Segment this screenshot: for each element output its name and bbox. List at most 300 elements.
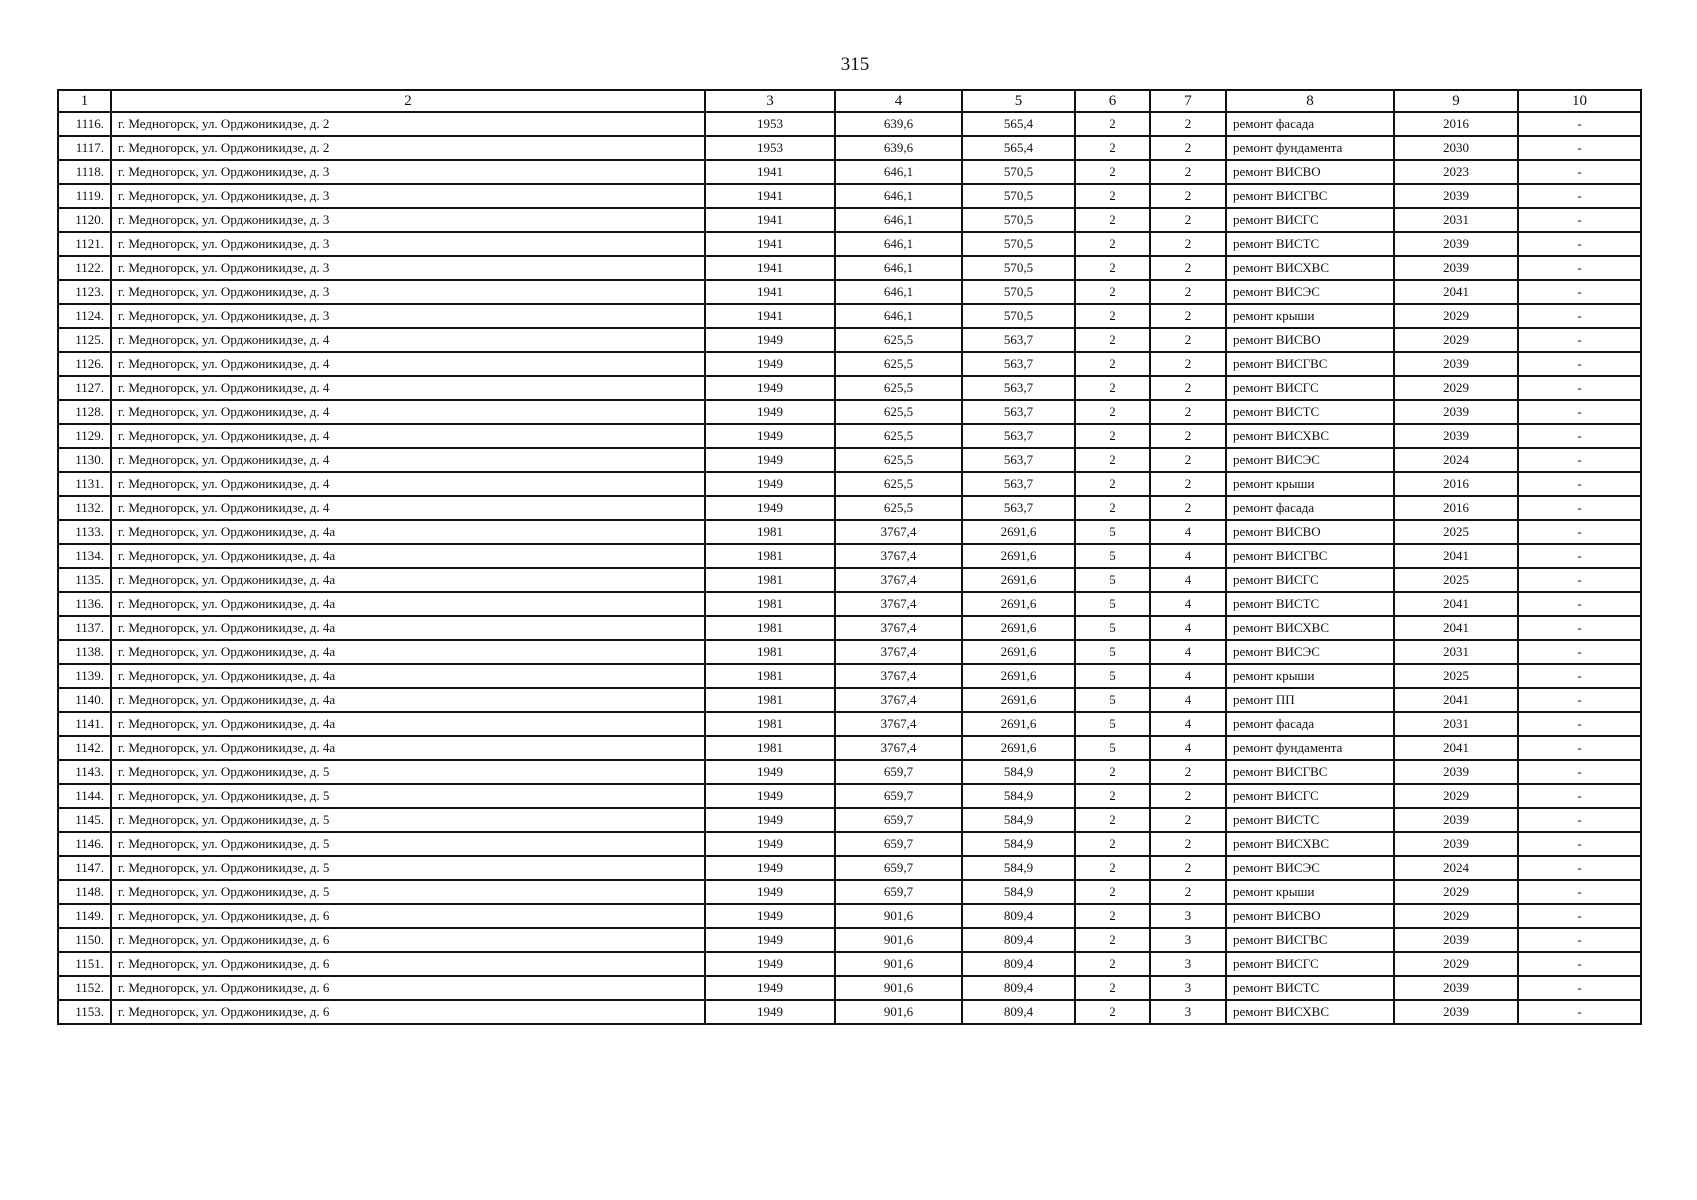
work-type-cell: ремонт фасада xyxy=(1226,112,1394,136)
table-row xyxy=(58,640,1641,664)
planned-year-cell: 2024 xyxy=(1394,856,1518,880)
work-type-cell: ремонт ВИСВО xyxy=(1226,328,1394,352)
work-type-cell: ремонт крыши xyxy=(1226,304,1394,328)
living-area-cell: 2691,6 xyxy=(962,688,1075,712)
row-number-cell: 1135. xyxy=(58,568,111,592)
planned-year-cell: 2041 xyxy=(1394,616,1518,640)
row-number-cell: 1127. xyxy=(58,376,111,400)
note-cell: - xyxy=(1518,640,1641,664)
row-number-cell: 1140. xyxy=(58,688,111,712)
row-number-cell: 1142. xyxy=(58,736,111,760)
note-cell: - xyxy=(1518,544,1641,568)
living-area-cell: 563,7 xyxy=(962,400,1075,424)
address-cell: г. Медногорск, ул. Орджоникидзе, д. 2 xyxy=(111,136,705,160)
floors-cell: 5 xyxy=(1075,520,1150,544)
total-area-cell: 3767,4 xyxy=(835,568,962,592)
total-area-cell: 659,7 xyxy=(835,784,962,808)
address-cell: г. Медногорск, ул. Орджоникидзе, д. 5 xyxy=(111,856,705,880)
work-type-cell: ремонт фундамента xyxy=(1226,736,1394,760)
table-row xyxy=(58,256,1641,280)
address-cell: г. Медногорск, ул. Орджоникидзе, д. 4 xyxy=(111,328,705,352)
planned-year-cell: 2041 xyxy=(1394,736,1518,760)
floors-cell: 2 xyxy=(1075,400,1150,424)
note-cell: - xyxy=(1518,208,1641,232)
total-area-cell: 3767,4 xyxy=(835,664,962,688)
work-type-cell: ремонт ВИСГВС xyxy=(1226,184,1394,208)
address-cell: г. Медногорск, ул. Орджоникидзе, д. 6 xyxy=(111,952,705,976)
work-type-cell: ремонт ВИСТС xyxy=(1226,592,1394,616)
note-cell: - xyxy=(1518,472,1641,496)
floors-cell: 2 xyxy=(1075,1000,1150,1024)
column-header: 5 xyxy=(962,90,1075,112)
entrances-cell: 4 xyxy=(1150,688,1226,712)
planned-year-cell: 2029 xyxy=(1394,952,1518,976)
year-cell: 1949 xyxy=(705,352,835,376)
planned-year-cell: 2039 xyxy=(1394,424,1518,448)
living-area-cell: 584,9 xyxy=(962,808,1075,832)
total-area-cell: 625,5 xyxy=(835,424,962,448)
planned-year-cell: 2039 xyxy=(1394,184,1518,208)
year-cell: 1949 xyxy=(705,904,835,928)
entrances-cell: 4 xyxy=(1150,736,1226,760)
year-cell: 1981 xyxy=(705,616,835,640)
table-row xyxy=(58,760,1641,784)
living-area-cell: 2691,6 xyxy=(962,736,1075,760)
planned-year-cell: 2024 xyxy=(1394,448,1518,472)
header-row xyxy=(58,90,1641,112)
total-area-cell: 639,6 xyxy=(835,136,962,160)
address-cell: г. Медногорск, ул. Орджоникидзе, д. 3 xyxy=(111,280,705,304)
column-header: 2 xyxy=(111,90,705,112)
entrances-cell: 2 xyxy=(1150,208,1226,232)
note-cell: - xyxy=(1518,688,1641,712)
floors-cell: 5 xyxy=(1075,712,1150,736)
work-type-cell: ремонт ВИСЭС xyxy=(1226,448,1394,472)
total-area-cell: 3767,4 xyxy=(835,520,962,544)
row-number-cell: 1131. xyxy=(58,472,111,496)
planned-year-cell: 2039 xyxy=(1394,808,1518,832)
address-cell: г. Медногорск, ул. Орджоникидзе, д. 4а xyxy=(111,664,705,688)
floors-cell: 2 xyxy=(1075,808,1150,832)
year-cell: 1981 xyxy=(705,712,835,736)
total-area-cell: 901,6 xyxy=(835,928,962,952)
total-area-cell: 646,1 xyxy=(835,184,962,208)
planned-year-cell: 2039 xyxy=(1394,1000,1518,1024)
entrances-cell: 4 xyxy=(1150,520,1226,544)
total-area-cell: 659,7 xyxy=(835,856,962,880)
column-header: 3 xyxy=(705,90,835,112)
floors-cell: 2 xyxy=(1075,256,1150,280)
year-cell: 1949 xyxy=(705,448,835,472)
note-cell: - xyxy=(1518,928,1641,952)
planned-year-cell: 2041 xyxy=(1394,688,1518,712)
table-row xyxy=(58,280,1641,304)
living-area-cell: 563,7 xyxy=(962,424,1075,448)
living-area-cell: 570,5 xyxy=(962,160,1075,184)
planned-year-cell: 2041 xyxy=(1394,544,1518,568)
planned-year-cell: 2039 xyxy=(1394,928,1518,952)
address-cell: г. Медногорск, ул. Орджоникидзе, д. 4а xyxy=(111,568,705,592)
planned-year-cell: 2039 xyxy=(1394,760,1518,784)
living-area-cell: 563,7 xyxy=(962,352,1075,376)
entrances-cell: 4 xyxy=(1150,712,1226,736)
floors-cell: 2 xyxy=(1075,136,1150,160)
total-area-cell: 646,1 xyxy=(835,304,962,328)
note-cell: - xyxy=(1518,232,1641,256)
year-cell: 1953 xyxy=(705,112,835,136)
entrances-cell: 4 xyxy=(1150,640,1226,664)
year-cell: 1949 xyxy=(705,1000,835,1024)
entrances-cell: 2 xyxy=(1150,256,1226,280)
entrances-cell: 4 xyxy=(1150,544,1226,568)
floors-cell: 2 xyxy=(1075,832,1150,856)
entrances-cell: 2 xyxy=(1150,856,1226,880)
column-header: 8 xyxy=(1226,90,1394,112)
year-cell: 1949 xyxy=(705,472,835,496)
work-type-cell: ремонт ВИСЭС xyxy=(1226,856,1394,880)
note-cell: - xyxy=(1518,352,1641,376)
column-header: 10 xyxy=(1518,90,1641,112)
work-type-cell: ремонт фасада xyxy=(1226,712,1394,736)
column-header: 7 xyxy=(1150,90,1226,112)
address-cell: г. Медногорск, ул. Орджоникидзе, д. 5 xyxy=(111,880,705,904)
work-type-cell: ремонт ВИСЭС xyxy=(1226,280,1394,304)
planned-year-cell: 2023 xyxy=(1394,160,1518,184)
column-header: 9 xyxy=(1394,90,1518,112)
year-cell: 1949 xyxy=(705,496,835,520)
row-number-cell: 1136. xyxy=(58,592,111,616)
row-number-cell: 1122. xyxy=(58,256,111,280)
note-cell: - xyxy=(1518,424,1641,448)
work-type-cell: ремонт ВИСГС xyxy=(1226,952,1394,976)
entrances-cell: 2 xyxy=(1150,880,1226,904)
floors-cell: 2 xyxy=(1075,160,1150,184)
address-cell: г. Медногорск, ул. Орджоникидзе, д. 5 xyxy=(111,808,705,832)
floors-cell: 5 xyxy=(1075,640,1150,664)
planned-year-cell: 2039 xyxy=(1394,256,1518,280)
entrances-cell: 2 xyxy=(1150,808,1226,832)
floors-cell: 2 xyxy=(1075,376,1150,400)
row-number-cell: 1151. xyxy=(58,952,111,976)
floors-cell: 2 xyxy=(1075,880,1150,904)
total-area-cell: 3767,4 xyxy=(835,592,962,616)
note-cell: - xyxy=(1518,136,1641,160)
work-type-cell: ремонт крыши xyxy=(1226,472,1394,496)
year-cell: 1949 xyxy=(705,856,835,880)
entrances-cell: 4 xyxy=(1150,616,1226,640)
table-row xyxy=(58,664,1641,688)
living-area-cell: 2691,6 xyxy=(962,664,1075,688)
living-area-cell: 570,5 xyxy=(962,208,1075,232)
total-area-cell: 646,1 xyxy=(835,280,962,304)
row-number-cell: 1129. xyxy=(58,424,111,448)
year-cell: 1981 xyxy=(705,688,835,712)
work-type-cell: ремонт ВИСХВС xyxy=(1226,832,1394,856)
total-area-cell: 646,1 xyxy=(835,208,962,232)
note-cell: - xyxy=(1518,808,1641,832)
total-area-cell: 3767,4 xyxy=(835,736,962,760)
table-row xyxy=(58,1000,1641,1024)
table-row xyxy=(58,616,1641,640)
address-cell: г. Медногорск, ул. Орджоникидзе, д. 4а xyxy=(111,736,705,760)
note-cell: - xyxy=(1518,160,1641,184)
planned-year-cell: 2029 xyxy=(1394,328,1518,352)
living-area-cell: 563,7 xyxy=(962,328,1075,352)
planned-year-cell: 2016 xyxy=(1394,112,1518,136)
work-type-cell: ремонт ВИСГВС xyxy=(1226,760,1394,784)
living-area-cell: 570,5 xyxy=(962,256,1075,280)
floors-cell: 2 xyxy=(1075,856,1150,880)
address-cell: г. Медногорск, ул. Орджоникидзе, д. 3 xyxy=(111,304,705,328)
living-area-cell: 809,4 xyxy=(962,976,1075,1000)
total-area-cell: 646,1 xyxy=(835,160,962,184)
total-area-cell: 659,7 xyxy=(835,760,962,784)
year-cell: 1949 xyxy=(705,328,835,352)
year-cell: 1949 xyxy=(705,424,835,448)
planned-year-cell: 2041 xyxy=(1394,592,1518,616)
entrances-cell: 3 xyxy=(1150,1000,1226,1024)
work-type-cell: ремонт ПП xyxy=(1226,688,1394,712)
planned-year-cell: 2030 xyxy=(1394,136,1518,160)
row-number-cell: 1134. xyxy=(58,544,111,568)
floors-cell: 5 xyxy=(1075,568,1150,592)
living-area-cell: 570,5 xyxy=(962,304,1075,328)
table-row xyxy=(58,976,1641,1000)
year-cell: 1941 xyxy=(705,232,835,256)
entrances-cell: 4 xyxy=(1150,592,1226,616)
note-cell: - xyxy=(1518,280,1641,304)
year-cell: 1953 xyxy=(705,136,835,160)
address-cell: г. Медногорск, ул. Орджоникидзе, д. 3 xyxy=(111,184,705,208)
entrances-cell: 2 xyxy=(1150,400,1226,424)
table-row xyxy=(58,448,1641,472)
floors-cell: 2 xyxy=(1075,208,1150,232)
year-cell: 1941 xyxy=(705,304,835,328)
planned-year-cell: 2029 xyxy=(1394,784,1518,808)
living-area-cell: 563,7 xyxy=(962,496,1075,520)
floors-cell: 2 xyxy=(1075,784,1150,808)
floors-cell: 5 xyxy=(1075,616,1150,640)
living-area-cell: 584,9 xyxy=(962,784,1075,808)
address-cell: г. Медногорск, ул. Орджоникидзе, д. 4 xyxy=(111,352,705,376)
living-area-cell: 2691,6 xyxy=(962,640,1075,664)
table-row xyxy=(58,352,1641,376)
floors-cell: 2 xyxy=(1075,280,1150,304)
entrances-cell: 2 xyxy=(1150,832,1226,856)
floors-cell: 5 xyxy=(1075,544,1150,568)
year-cell: 1949 xyxy=(705,976,835,1000)
note-cell: - xyxy=(1518,712,1641,736)
year-cell: 1949 xyxy=(705,376,835,400)
address-cell: г. Медногорск, ул. Орджоникидзе, д. 6 xyxy=(111,904,705,928)
year-cell: 1941 xyxy=(705,208,835,232)
year-cell: 1949 xyxy=(705,928,835,952)
address-cell: г. Медногорск, ул. Орджоникидзе, д. 4а xyxy=(111,592,705,616)
address-cell: г. Медногорск, ул. Орджоникидзе, д. 3 xyxy=(111,160,705,184)
floors-cell: 2 xyxy=(1075,328,1150,352)
floors-cell: 2 xyxy=(1075,232,1150,256)
address-cell: г. Медногорск, ул. Орджоникидзе, д. 2 xyxy=(111,112,705,136)
work-type-cell: ремонт ВИСГВС xyxy=(1226,544,1394,568)
address-cell: г. Медногорск, ул. Орджоникидзе, д. 4 xyxy=(111,448,705,472)
entrances-cell: 2 xyxy=(1150,472,1226,496)
total-area-cell: 625,5 xyxy=(835,496,962,520)
table-row xyxy=(58,592,1641,616)
entrances-cell: 2 xyxy=(1150,184,1226,208)
row-number-cell: 1130. xyxy=(58,448,111,472)
table-body xyxy=(58,112,1641,1024)
note-cell: - xyxy=(1518,784,1641,808)
table-row xyxy=(58,568,1641,592)
total-area-cell: 659,7 xyxy=(835,808,962,832)
address-cell: г. Медногорск, ул. Орджоникидзе, д. 4 xyxy=(111,472,705,496)
table-row xyxy=(58,184,1641,208)
row-number-cell: 1137. xyxy=(58,616,111,640)
year-cell: 1981 xyxy=(705,520,835,544)
entrances-cell: 2 xyxy=(1150,304,1226,328)
living-area-cell: 570,5 xyxy=(962,184,1075,208)
planned-year-cell: 2031 xyxy=(1394,208,1518,232)
table-row xyxy=(58,232,1641,256)
address-cell: г. Медногорск, ул. Орджоникидзе, д. 5 xyxy=(111,784,705,808)
repair-schedule-table xyxy=(57,89,1642,1025)
row-number-cell: 1139. xyxy=(58,664,111,688)
table-row xyxy=(58,904,1641,928)
note-cell: - xyxy=(1518,376,1641,400)
row-number-cell: 1150. xyxy=(58,928,111,952)
work-type-cell: ремонт ВИСТС xyxy=(1226,808,1394,832)
floors-cell: 2 xyxy=(1075,112,1150,136)
row-number-cell: 1149. xyxy=(58,904,111,928)
note-cell: - xyxy=(1518,496,1641,520)
year-cell: 1949 xyxy=(705,784,835,808)
row-number-cell: 1133. xyxy=(58,520,111,544)
total-area-cell: 625,5 xyxy=(835,448,962,472)
row-number-cell: 1118. xyxy=(58,160,111,184)
living-area-cell: 2691,6 xyxy=(962,568,1075,592)
entrances-cell: 3 xyxy=(1150,928,1226,952)
entrances-cell: 3 xyxy=(1150,976,1226,1000)
table-row xyxy=(58,136,1641,160)
table-row xyxy=(58,784,1641,808)
living-area-cell: 563,7 xyxy=(962,376,1075,400)
living-area-cell: 565,4 xyxy=(962,136,1075,160)
row-number-cell: 1116. xyxy=(58,112,111,136)
floors-cell: 2 xyxy=(1075,952,1150,976)
year-cell: 1941 xyxy=(705,256,835,280)
row-number-cell: 1143. xyxy=(58,760,111,784)
note-cell: - xyxy=(1518,976,1641,1000)
total-area-cell: 901,6 xyxy=(835,976,962,1000)
total-area-cell: 901,6 xyxy=(835,1000,962,1024)
work-type-cell: ремонт ВИСТС xyxy=(1226,232,1394,256)
note-cell: - xyxy=(1518,112,1641,136)
floors-cell: 2 xyxy=(1075,928,1150,952)
living-area-cell: 584,9 xyxy=(962,856,1075,880)
work-type-cell: ремонт крыши xyxy=(1226,880,1394,904)
planned-year-cell: 2039 xyxy=(1394,400,1518,424)
floors-cell: 2 xyxy=(1075,976,1150,1000)
entrances-cell: 2 xyxy=(1150,376,1226,400)
column-header: 4 xyxy=(835,90,962,112)
entrances-cell: 2 xyxy=(1150,496,1226,520)
table-row xyxy=(58,712,1641,736)
year-cell: 1981 xyxy=(705,664,835,688)
entrances-cell: 2 xyxy=(1150,448,1226,472)
year-cell: 1941 xyxy=(705,184,835,208)
note-cell: - xyxy=(1518,904,1641,928)
table-row xyxy=(58,880,1641,904)
row-number-cell: 1152. xyxy=(58,976,111,1000)
note-cell: - xyxy=(1518,184,1641,208)
row-number-cell: 1121. xyxy=(58,232,111,256)
column-header: 6 xyxy=(1075,90,1150,112)
living-area-cell: 2691,6 xyxy=(962,520,1075,544)
note-cell: - xyxy=(1518,520,1641,544)
note-cell: - xyxy=(1518,568,1641,592)
total-area-cell: 901,6 xyxy=(835,904,962,928)
work-type-cell: ремонт ВИСХВС xyxy=(1226,424,1394,448)
entrances-cell: 2 xyxy=(1150,232,1226,256)
note-cell: - xyxy=(1518,448,1641,472)
floors-cell: 5 xyxy=(1075,736,1150,760)
floors-cell: 2 xyxy=(1075,904,1150,928)
floors-cell: 2 xyxy=(1075,496,1150,520)
entrances-cell: 2 xyxy=(1150,280,1226,304)
entrances-cell: 4 xyxy=(1150,568,1226,592)
planned-year-cell: 2039 xyxy=(1394,832,1518,856)
floors-cell: 2 xyxy=(1075,184,1150,208)
note-cell: - xyxy=(1518,664,1641,688)
row-number-cell: 1144. xyxy=(58,784,111,808)
row-number-cell: 1138. xyxy=(58,640,111,664)
address-cell: г. Медногорск, ул. Орджоникидзе, д. 4а xyxy=(111,616,705,640)
planned-year-cell: 2029 xyxy=(1394,904,1518,928)
planned-year-cell: 2025 xyxy=(1394,664,1518,688)
address-cell: г. Медногорск, ул. Орджоникидзе, д. 6 xyxy=(111,1000,705,1024)
entrances-cell: 2 xyxy=(1150,424,1226,448)
table-row xyxy=(58,808,1641,832)
work-type-cell: ремонт ВИСЭС xyxy=(1226,640,1394,664)
floors-cell: 5 xyxy=(1075,592,1150,616)
floors-cell: 5 xyxy=(1075,688,1150,712)
year-cell: 1981 xyxy=(705,736,835,760)
year-cell: 1949 xyxy=(705,808,835,832)
column-header: 1 xyxy=(58,90,111,112)
address-cell: г. Медногорск, ул. Орджоникидзе, д. 3 xyxy=(111,232,705,256)
planned-year-cell: 2029 xyxy=(1394,376,1518,400)
total-area-cell: 3767,4 xyxy=(835,640,962,664)
year-cell: 1949 xyxy=(705,880,835,904)
living-area-cell: 809,4 xyxy=(962,928,1075,952)
total-area-cell: 3767,4 xyxy=(835,688,962,712)
table-row xyxy=(58,688,1641,712)
living-area-cell: 2691,6 xyxy=(962,592,1075,616)
address-cell: г. Медногорск, ул. Орджоникидзе, д. 4а xyxy=(111,544,705,568)
total-area-cell: 3767,4 xyxy=(835,544,962,568)
row-number-cell: 1145. xyxy=(58,808,111,832)
total-area-cell: 625,5 xyxy=(835,352,962,376)
note-cell: - xyxy=(1518,592,1641,616)
table-row xyxy=(58,400,1641,424)
planned-year-cell: 2029 xyxy=(1394,304,1518,328)
note-cell: - xyxy=(1518,760,1641,784)
row-number-cell: 1125. xyxy=(58,328,111,352)
row-number-cell: 1132. xyxy=(58,496,111,520)
floors-cell: 2 xyxy=(1075,424,1150,448)
table-row xyxy=(58,928,1641,952)
table-row xyxy=(58,544,1641,568)
